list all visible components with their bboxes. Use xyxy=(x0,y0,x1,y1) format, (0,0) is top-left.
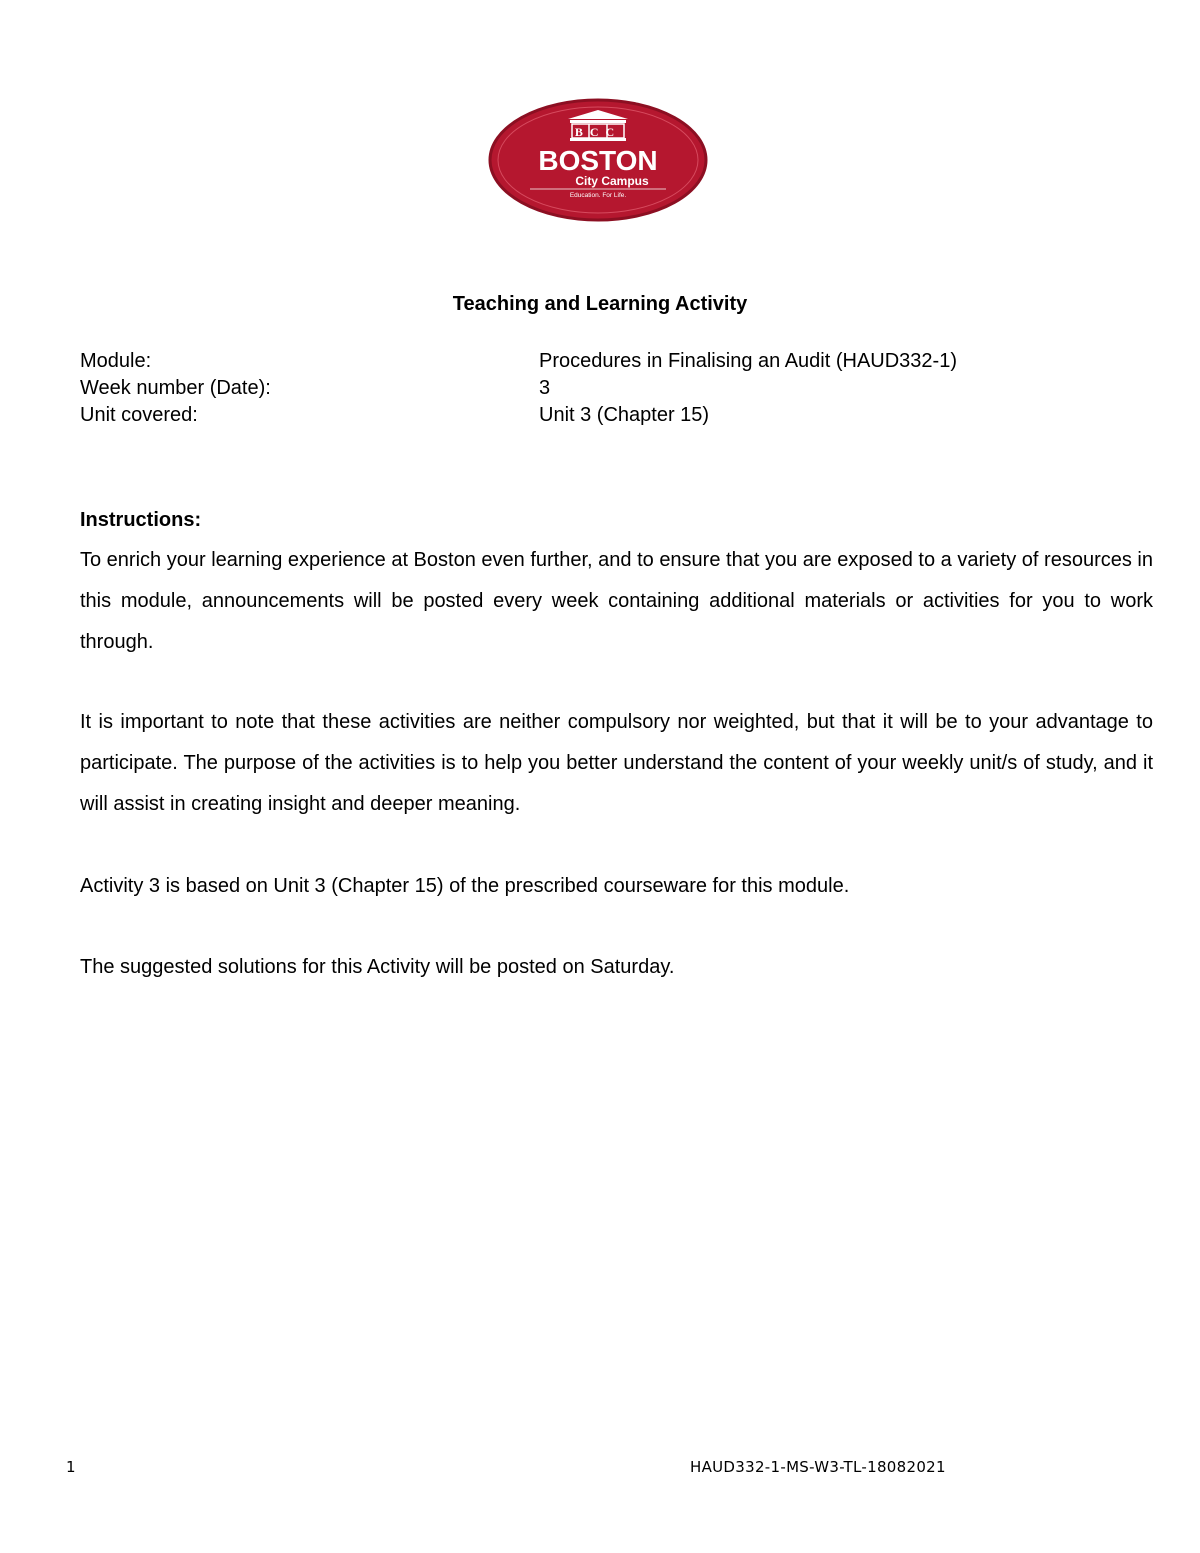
meta-value: Procedures in Finalising an Audit (HAUD332-1) xyxy=(539,350,957,372)
logo-subname: City Campus xyxy=(575,174,649,188)
instructions-paragraph: It is important to note that these activities are neither compulsory nor weighted, but that it will be to your advantage to participate. The purpose of the activities is to help you better understand the content of your weekly unit/s of study, and it will assist in creating insight and deeper meaning. xyxy=(80,711,1153,815)
meta-label: Unit covered: xyxy=(80,404,198,426)
instructions-paragraph: The suggested solutions for this Activity will be posted on Saturday. xyxy=(80,956,675,978)
meta-label: Week number (Date): xyxy=(80,377,271,399)
page-number: 1 xyxy=(66,1458,76,1476)
boston-city-campus-logo xyxy=(488,98,708,222)
meta-value: Unit 3 (Chapter 15) xyxy=(539,404,710,426)
instructions-paragraph: Activity 3 is based on Unit 3 (Chapter 15) of the prescribed courseware for this module. xyxy=(80,875,850,897)
document-code: HAUD332-1-MS-W3-TL-18082021 xyxy=(690,1458,946,1476)
logo-tagline: Education. For Life. xyxy=(569,192,627,199)
meta-value: 3 xyxy=(539,377,551,399)
document-title: Teaching and Learning Activity xyxy=(452,293,748,315)
meta-row-week xyxy=(80,374,1080,402)
meta-row-module xyxy=(80,347,1080,375)
logo-name: BOSTON xyxy=(538,145,658,176)
logo-monogram: BCC xyxy=(574,125,622,139)
instructions-paragraph: To enrich your learning experience at Boston even further, and to ensure that you are exposed to a variety of resources in this module, announcements will be posted every week containing additional materials or activities for you to work through. xyxy=(80,549,1153,653)
meta-label: Module: xyxy=(80,350,152,372)
meta-row-unit xyxy=(80,401,1080,429)
instructions-heading: Instructions: xyxy=(80,509,202,531)
